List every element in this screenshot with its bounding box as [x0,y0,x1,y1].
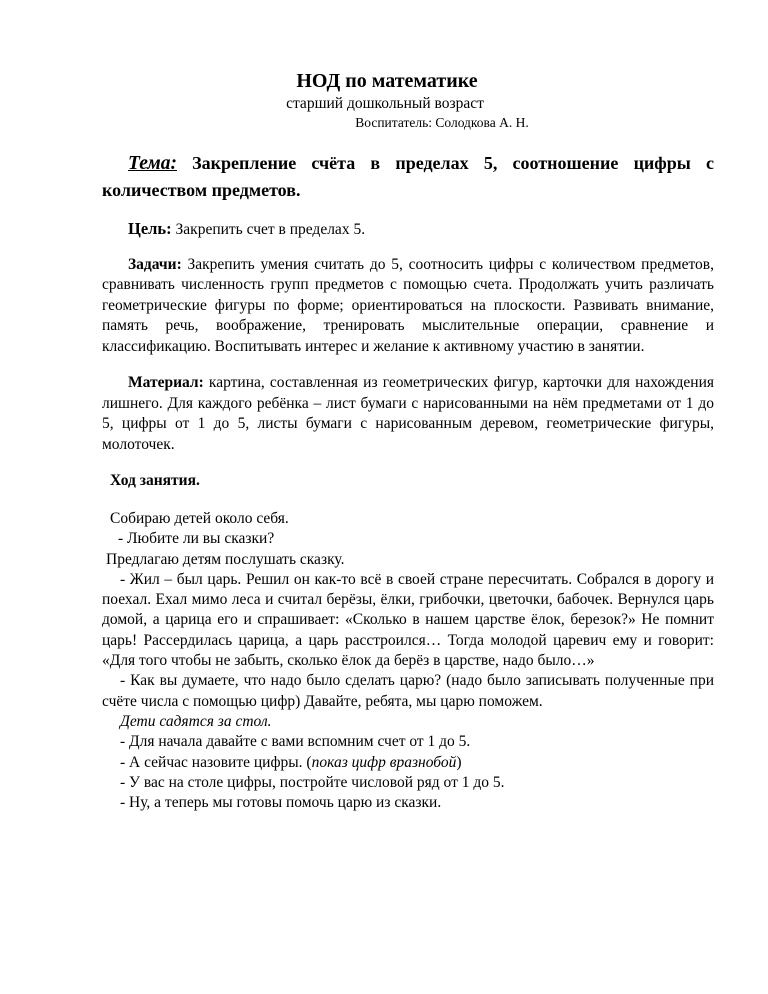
course-heading: Ход занятия. [110,472,200,489]
course-line: Собираю детей около себя. [110,510,289,527]
course-line: - Как вы думаете, что надо было сделать царю? (надо было записывать полученные при счёте числа с помощью цифр) Давайте, ребята, мы царю поможем. [102,672,714,710]
tasks-paragraph [102,255,714,358]
author-line: Воспитатель: Солодкова А. Н. [355,115,529,130]
course-line-part: - А сейчас назовите цифры. ( [120,753,312,771]
page-subtitle: старший дошкольный возраст [286,95,484,112]
course-line-part: ) [456,753,462,771]
goal-paragraph [102,219,714,241]
course-line: - У вас на столе цифры, постройте числовой ряд от 1 до 5. [120,773,505,791]
course-line: - Для начала давайте с вами вспомним счет от 1 до 5. [120,733,471,751]
topic-paragraph [102,150,714,203]
goal-label: Цель: [128,219,172,238]
tasks-label: Задачи: [128,255,182,273]
course-line-italic: показ цифр вразнобой [311,753,457,771]
course-line: - Ну, а теперь мы готовы помочь царю из сказки. [120,794,442,812]
course-line: - Жил – был царь. Решил он как-то всё в своей стране пересчитать. Собрался в дорогу и поехал. Ехал мимо леса и считал берёзы, ёлки, грибочки, цветочки, бабочек. Вернулся царь домой, а царица его и спрашивает: «Сколько в нашем царстве ёлок, березок?» Не помнит царь! Рассердилась царица, а царь расстроился… Тогда молодой царевич ему и говорит: «Для того чтобы не забыть, сколько ёлок да берёз в царстве, надо было…» [102,570,714,670]
course-line [102,753,714,773]
course-line: Предлагаю детям послушать сказку. [106,550,345,568]
tasks-text: Закрепить умения считать до 5, соотносить цифры с количеством предметов, сравнивать численность групп предметов с помощью счета. Продолжать учить различать геометрические фигуры по форме; ориентироваться на плоскости. Развивать внимание, память речь, воображение, тренировать мыслительные операции, сравнение и классификацию. Воспитывать интерес и желание к активному участию в занятии. [102,255,714,355]
document-page [102,0,714,813]
material-paragraph [102,373,714,455]
course-line: - Любите ли вы сказки? [118,530,275,548]
material-label: Материал: [128,374,204,391]
page-title: НОД по математике [296,70,478,92]
course-line: Дети садятся за стол. [120,712,272,730]
topic-text: Закрепление счёта в пределах 5, соотношение цифры с количеством предметов. [102,153,714,200]
material-text: картина, составленная из геометрических фигур, карточки для нахождения лишнего. Для каждого ребёнка – лист бумаги с нарисованными на нём предметами от 1 до 5, цифры от 1 до 5, листы бумаги с нарисованным деревом, геометрические фигуры, молоточек. [102,374,714,453]
course-body [102,509,714,813]
topic-label: Тема: [128,153,177,174]
goal-text: Закрепить счет в пределах 5. [171,221,366,238]
